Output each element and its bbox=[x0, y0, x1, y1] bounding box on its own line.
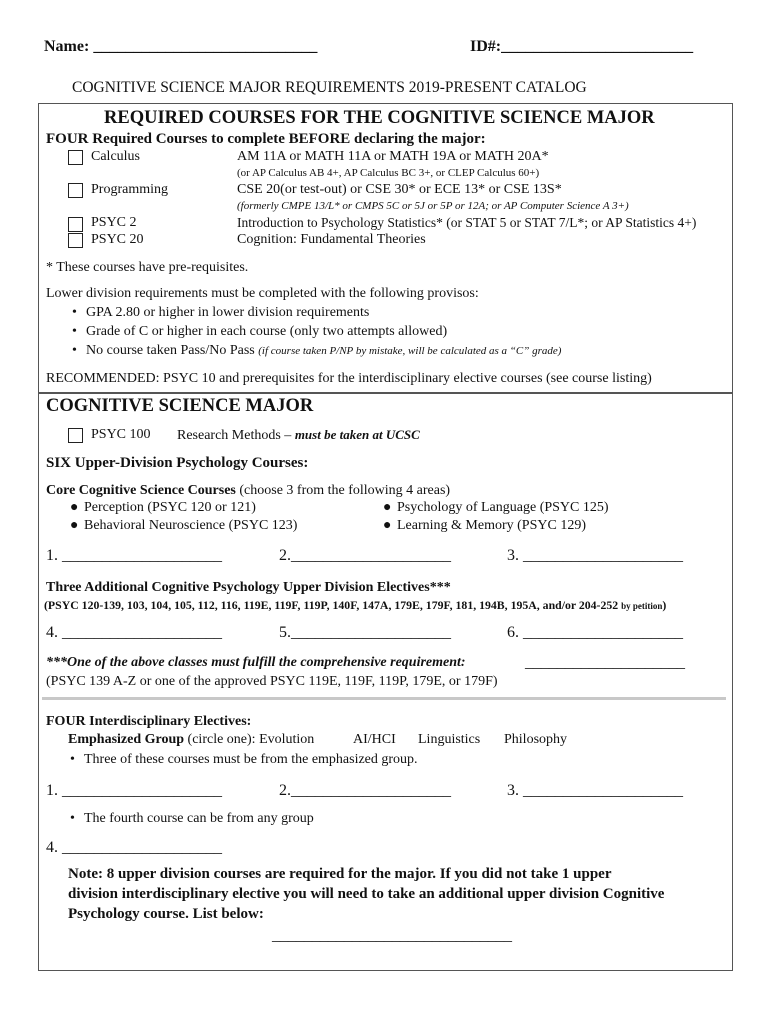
calculus-checkbox[interactable] bbox=[68, 150, 83, 165]
interdisciplinary-blank-2[interactable]: 2.____________________ bbox=[279, 782, 451, 799]
note-line: Psychology course. List below: bbox=[68, 906, 264, 922]
programming-label: Programming bbox=[91, 182, 168, 197]
group-option-linguistics[interactable]: Linguistics bbox=[418, 732, 481, 747]
interdisciplinary-blank-3[interactable]: 3. ____________________ bbox=[507, 782, 683, 799]
required-title: REQUIRED COURSES FOR THE COGNITIVE SCIENCE MAJOR bbox=[104, 108, 655, 128]
psyc20-checkbox[interactable] bbox=[68, 233, 83, 248]
psyc20-label: PSYC 20 bbox=[91, 232, 144, 247]
calculus-desc: AM 11A or MATH 11A or MATH 19A or MATH 20A* bbox=[237, 149, 549, 164]
name-field[interactable]: Name: ____________________________ bbox=[44, 38, 318, 55]
programming-note: (formerly CMPE 13/L* or CMPS 5C or 5J or 5P or 12A; or AP Computer Science A 3+) bbox=[237, 200, 629, 212]
core-area: ● Learning & Memory (PSYC 129) bbox=[383, 518, 586, 533]
psyc2-label: PSYC 2 bbox=[91, 215, 137, 230]
calculus-label: Calculus bbox=[91, 149, 140, 164]
emphasis-note: • Three of these courses must be from the emphasized group. bbox=[70, 752, 418, 767]
required-subtitle: FOUR Required Courses to complete BEFORE declaring the major: bbox=[46, 131, 486, 147]
electives-title: Three Additional Cognitive Psychology Upper Division Electives*** bbox=[46, 580, 451, 595]
prereq-note: * These courses have pre-requisites. bbox=[46, 260, 249, 275]
recommended-note: RECOMMENDED: PSYC 10 and prerequisites for the interdisciplinary elective courses (see course listing) bbox=[46, 371, 652, 386]
major-title: COGNITIVE SCIENCE MAJOR bbox=[46, 396, 314, 416]
elective-blank-6[interactable]: 6. ____________________ bbox=[507, 624, 683, 641]
psyc2-checkbox[interactable] bbox=[68, 217, 83, 232]
catalog-title: COGNITIVE SCIENCE MAJOR REQUIREMENTS 2019-PRESENT CATALOG bbox=[72, 79, 587, 96]
programming-checkbox[interactable] bbox=[68, 183, 83, 198]
elective-blank-5[interactable]: 5.____________________ bbox=[279, 624, 451, 641]
comprehensive-options: (PSYC 139 A-Z or one of the approved PSYC 119E, 119F, 119P, 179E, or 179F) bbox=[46, 674, 498, 689]
core-title: Core Cognitive Science Courses (choose 3 from the following 4 areas) bbox=[46, 483, 451, 498]
psyc2-desc: Introduction to Psychology Statistics* (or STAT 5 or STAT 7/L*; or AP Statistics 4+) bbox=[237, 215, 697, 230]
psyc100-desc: Research Methods – must be taken at UCSC bbox=[177, 427, 420, 443]
psyc100-label: PSYC 100 bbox=[91, 427, 151, 442]
interdisciplinary-title: FOUR Interdisciplinary Electives: bbox=[46, 714, 252, 729]
core-blank-3[interactable]: 3. ____________________ bbox=[507, 547, 683, 564]
interdisciplinary-blank-4[interactable]: 4. ____________________ bbox=[46, 839, 222, 856]
fourth-note: • The fourth course can be from any group bbox=[70, 811, 314, 826]
proviso-item: • No course taken Pass/No Pass (if course taken P/NP by mistake, will be calculated as a “C” grade) bbox=[72, 343, 562, 358]
additional-course-blank[interactable]: ______________________________ bbox=[272, 927, 512, 944]
interdisciplinary-blank-1[interactable]: 1. ____________________ bbox=[46, 782, 222, 799]
core-area: ● Perception (PSYC 120 or 121) bbox=[70, 500, 256, 515]
proviso-item: • GPA 2.80 or higher in lower division requirements bbox=[72, 305, 370, 320]
core-area: ● Psychology of Language (PSYC 125) bbox=[383, 500, 609, 515]
comprehensive-blank[interactable]: ____________________ bbox=[525, 654, 685, 671]
id-field[interactable]: ID#:________________________ bbox=[470, 38, 694, 55]
provisos-intro: Lower division requirements must be completed with the following provisos: bbox=[46, 286, 479, 301]
elective-blank-4[interactable]: 4. ____________________ bbox=[46, 624, 222, 641]
pnp-note: (if course taken P/NP by mistake, will be calculated as a “C” grade) bbox=[258, 345, 562, 357]
psyc100-checkbox[interactable] bbox=[68, 428, 83, 443]
psyc20-desc: Cognition: Fundamental Theories bbox=[237, 232, 426, 247]
note-line: Note: 8 upper division courses are required for the major. If you did not take 1 upper bbox=[68, 866, 612, 882]
proviso-item: • Grade of C or higher in each course (only two attempts allowed) bbox=[72, 324, 448, 339]
core-blank-1[interactable]: 1. ____________________ bbox=[46, 547, 222, 564]
note-line: division interdisciplinary elective you will need to take an additional upper division Cognitive bbox=[68, 886, 665, 902]
electives-list: (PSYC 120-139, 103, 104, 105, 112, 116, 119E, 119F, 119P, 140F, 147A, 179E, 179F, 181, 194B, 195A, and/or 204-252 by petition) bbox=[44, 598, 667, 612]
comprehensive-requirement: ***One of the above classes must fulfill the comprehensive requirement: bbox=[46, 655, 466, 670]
programming-desc: CSE 20(or test-out) or CSE 30* or ECE 13* or CSE 13S* bbox=[237, 182, 562, 197]
core-blank-2[interactable]: 2.____________________ bbox=[279, 547, 451, 564]
section-divider bbox=[42, 697, 726, 700]
calculus-note: (or AP Calculus AB 4+, AP Calculus BC 3+, or CLEP Calculus 60+) bbox=[237, 167, 540, 179]
core-area: ● Behavioral Neuroscience (PSYC 123) bbox=[70, 518, 298, 533]
emphasized-group: Emphasized Group (circle one): Evolution bbox=[68, 732, 315, 747]
six-title: SIX Upper-Division Psychology Courses: bbox=[46, 455, 309, 471]
group-option-philosophy[interactable]: Philosophy bbox=[504, 732, 568, 747]
group-option-ai-hci[interactable]: AI/HCI bbox=[353, 732, 396, 747]
